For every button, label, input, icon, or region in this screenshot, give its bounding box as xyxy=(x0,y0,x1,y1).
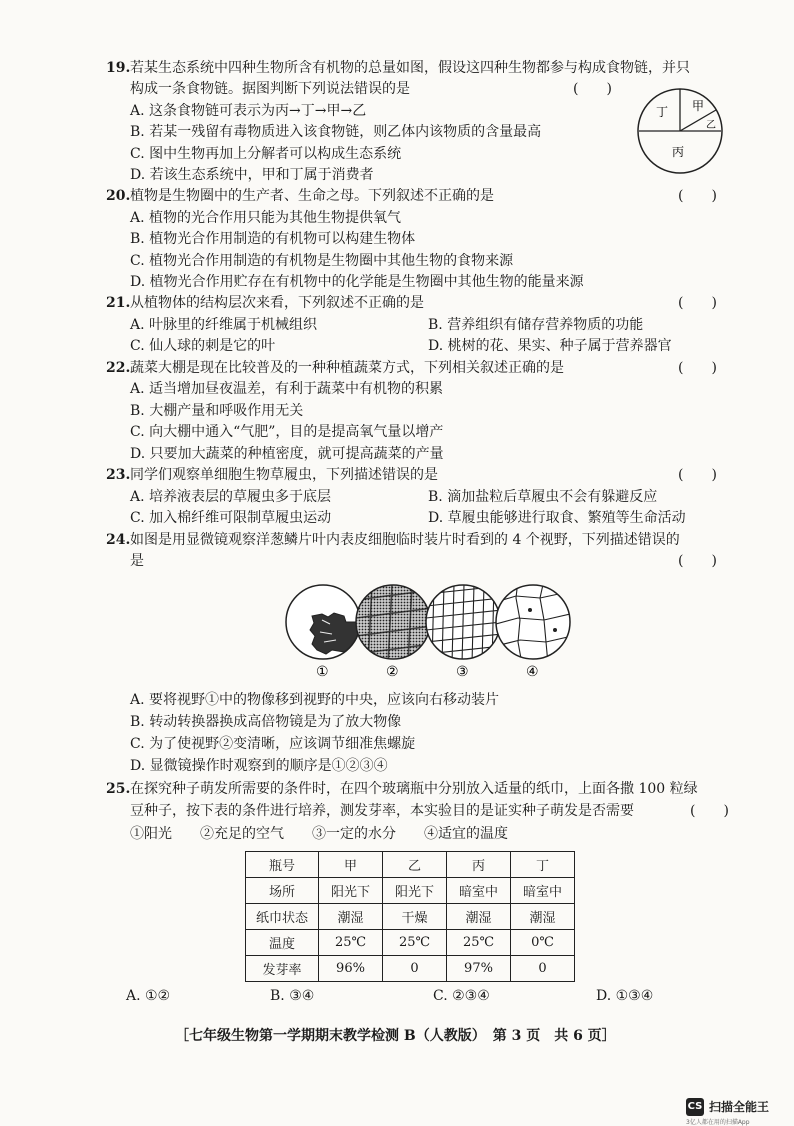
page-footer: ［七年级生物第一学期期末教学检测 B（人教版） 第 3 页 共 6 页］ xyxy=(175,1028,616,1044)
q24-option-d: D. 显微镜操作时观察到的顺序是①②③④ xyxy=(130,758,388,774)
table-header-cell: 丁 xyxy=(511,852,575,878)
table-cell: 纸巾状态 xyxy=(246,904,319,930)
table-cell: 25℃ xyxy=(447,930,511,956)
q20-option-b: B. 植物光合作用制造的有机物可以构建生物体 xyxy=(130,231,416,247)
q24-number: 24. xyxy=(106,532,131,548)
table-cell: 温度 xyxy=(246,930,319,956)
pie-label-jia: 甲 xyxy=(692,99,705,113)
field-label-2: ② xyxy=(386,664,399,680)
q24-option-c: C. 为了使视野②变清晰，应该调节细准焦螺旋 xyxy=(130,736,416,752)
scanner-logo-icon: CS xyxy=(686,1098,704,1116)
table-cell: 阳光下 xyxy=(383,878,447,904)
q22-option-b: B. 大棚产量和呼吸作用无关 xyxy=(130,403,304,419)
q19-option-d: D. 若该生态系统中，甲和丁属于消费者 xyxy=(130,167,374,183)
table-cell: 97% xyxy=(447,956,511,982)
q21-option-a: A. 叶脉里的纤维属于机械组织 xyxy=(130,317,318,333)
table-cell: 干燥 xyxy=(383,904,447,930)
q23-option-c: C. 加入棉纤维可限制草履虫运动 xyxy=(130,510,332,526)
q20-option-c: C. 植物光合作用制造的有机物是生物圈中其他生物的食物来源 xyxy=(130,253,514,269)
table-cell: 暗室中 xyxy=(447,878,511,904)
table-cell: 潮湿 xyxy=(447,904,511,930)
table-header-cell: 乙 xyxy=(383,852,447,878)
q19-option-a: A. 这条食物链可表示为丙→丁→甲→乙 xyxy=(130,103,367,119)
q25-stem-line1: 在探究种子萌发所需要的条件时，在四个玻璃瓶中分别放入适量的纸巾，上面各撒 100 粒绿 xyxy=(130,781,698,797)
table-header-cell: 瓶号 xyxy=(246,852,319,878)
q25-conditions: ①阳光 ②充足的空气 ③一定的水分 ④适宜的温度 xyxy=(130,826,508,842)
q25-option-b: B. ③④ xyxy=(270,988,315,1004)
q21-number: 21. xyxy=(106,295,131,311)
q19-option-c: C. 图中生物再加上分解者可以构成生态系统 xyxy=(130,146,402,162)
table-cell: 25℃ xyxy=(383,930,447,956)
q22-stem: 蔬菜大棚是现在比较普及的一种种植蔬菜方式，下列相关叙述正确的是 xyxy=(130,360,564,376)
q21-option-b: B. 营养组织有储存营养物质的功能 xyxy=(428,317,644,333)
q19-stem-line2: 构成一条食物链。据图判断下列说法错误的是 xyxy=(130,81,410,97)
q19-stem-line1: 若某生态系统中四种生物所含有机物的总量如图，假设这四种生物都参与构成食物链，并只 xyxy=(130,60,690,76)
table-cell: 暗室中 xyxy=(511,878,575,904)
q19-answer-paren: ( ) xyxy=(573,81,612,97)
table-cell: 25℃ xyxy=(319,930,383,956)
q20-option-a: A. 植物的光合作用只能为其他生物提供氧气 xyxy=(130,210,402,226)
field-4 xyxy=(492,580,574,664)
pie-label-yi: 乙 xyxy=(706,120,716,131)
table-row xyxy=(246,956,575,982)
q25-number: 25. xyxy=(106,781,131,797)
table-header-cell: 丙 xyxy=(447,852,511,878)
table-header-cell: 甲 xyxy=(319,852,383,878)
field-label-3: ③ xyxy=(456,664,469,680)
field-2 xyxy=(352,580,434,664)
q22-answer-paren: ( ) xyxy=(678,360,717,376)
scanner-app-tagline: 3亿人都在用的扫描App xyxy=(686,1119,750,1126)
field-3 xyxy=(422,580,504,664)
q25-experiment-table xyxy=(245,851,575,982)
q23-stem: 同学们观察单细胞生物草履虫，下列描述错误的是 xyxy=(130,467,438,483)
q20-answer-paren: ( ) xyxy=(678,188,717,204)
q24-answer-paren: ( ) xyxy=(678,553,717,569)
q25-stem-line2: 豆种子，按下表的条件进行培养，测发芽率，本实验目的是证实种子萌发是否需要 xyxy=(130,803,634,819)
q24-option-a: A. 要将视野①中的物像移到视野的中央，应该向右移动装片 xyxy=(130,692,500,708)
q24-option-b: B. 转动转换器换成高倍物镜是为了放大物像 xyxy=(130,714,402,730)
table-row xyxy=(246,904,575,930)
q21-stem: 从植物体的结构层次来看，下列叙述不正确的是 xyxy=(130,295,424,311)
q22-option-a: A. 适当增加昼夜温差，有利于蔬菜中有机物的积累 xyxy=(130,381,444,397)
pie-label-bing: 丙 xyxy=(672,145,685,159)
q21-option-d: D. 桃树的花、果实、种子属于营养器官 xyxy=(428,338,672,354)
q20-stem: 植物是生物圈中的生产者、生命之母。下列叙述不正确的是 xyxy=(130,188,494,204)
q25-option-a: A. ①② xyxy=(126,988,171,1004)
q25-option-c: C. ②③④ xyxy=(433,988,490,1004)
q25-option-d: D. ①③④ xyxy=(596,988,654,1004)
table-row xyxy=(246,878,575,904)
q22-option-d: D. 只要加大蔬菜的种植密度，就可提高蔬菜的产量 xyxy=(130,446,444,462)
q23-option-a: A. 培养液表层的草履虫多于底层 xyxy=(130,489,332,505)
q21-option-c: C. 仙人球的刺是它的叶 xyxy=(130,338,276,354)
q24-stem-line2: 是 xyxy=(130,553,144,569)
field-1 xyxy=(286,585,360,659)
q20-number: 20. xyxy=(106,188,131,204)
q21-answer-paren: ( ) xyxy=(678,295,717,311)
table-row xyxy=(246,930,575,956)
pie-label-ding: 丁 xyxy=(656,105,669,119)
scanner-app-name: 扫描全能王 xyxy=(709,1100,770,1114)
q23-number: 23. xyxy=(106,467,131,483)
q24-microscope-fields xyxy=(262,580,592,680)
q25-answer-paren: ( ) xyxy=(690,803,729,819)
q19-option-b: B. 若某一残留有毒物质进入该食物链，则乙体内该物质的含量最高 xyxy=(130,124,542,140)
table-cell: 0℃ xyxy=(511,930,575,956)
table-cell: 0 xyxy=(383,956,447,982)
table-cell: 发芽率 xyxy=(246,956,319,982)
q22-option-c: C. 向大棚中通入“气肥”，目的是提高氧气量以增产 xyxy=(130,424,444,440)
table-header-row xyxy=(246,852,575,878)
q23-option-d: D. 草履虫能够进行取食、繁殖等生命活动 xyxy=(428,510,686,526)
table-cell: 96% xyxy=(319,956,383,982)
q22-number: 22. xyxy=(106,360,131,376)
q19-number: 19. xyxy=(106,60,131,76)
table-cell: 0 xyxy=(511,956,575,982)
table-cell: 潮湿 xyxy=(319,904,383,930)
q23-option-b: B. 滴加盐粒后草履虫不会有躲避反应 xyxy=(428,489,658,505)
field-label-1: ① xyxy=(316,664,329,680)
table-cell: 阳光下 xyxy=(319,878,383,904)
table-cell: 场所 xyxy=(246,878,319,904)
q20-option-d: D. 植物光合作用贮存在有机物中的化学能是生物圈中其他生物的能量来源 xyxy=(130,274,584,290)
q23-answer-paren: ( ) xyxy=(678,467,717,483)
table-cell: 潮湿 xyxy=(511,904,575,930)
q24-stem-line1: 如图是用显微镜观察洋葱鳞片叶内表皮细胞临时装片时看到的 4 个视野，下列描述错误的 xyxy=(130,532,680,548)
q19-pie-chart xyxy=(628,86,732,176)
field-label-4: ④ xyxy=(526,664,539,680)
